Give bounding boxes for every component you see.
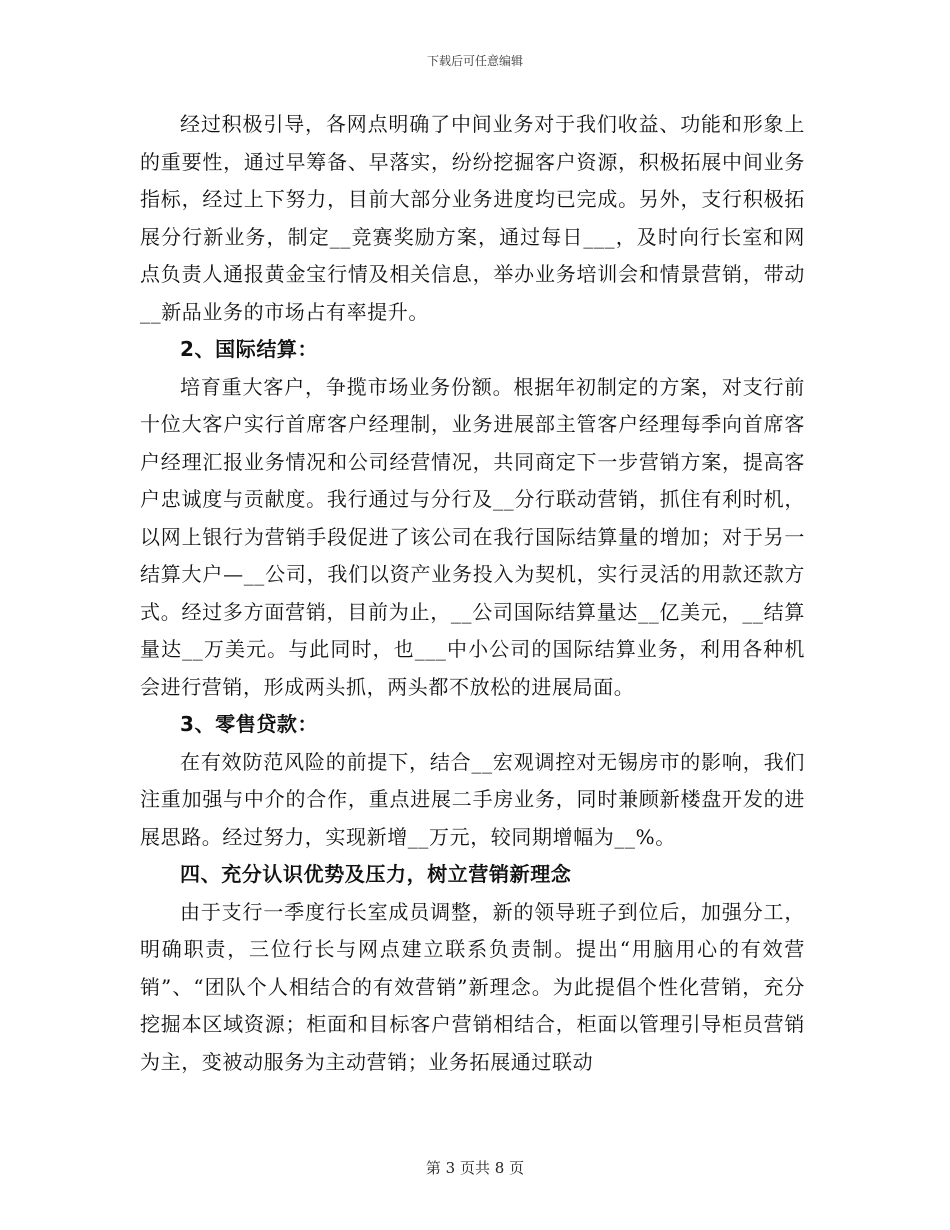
paragraph-retail-loans: 在有效防范风险的前提下，结合__宏观调控对无锡房市的影响，我们注重加强与中介的合作，重点进展二手房业务，同时兼顾新楼盘开发的进展思路。经过努力，实现新增__万元，较同期增幅为__%。	[140, 749, 805, 849]
paragraph-intermediate-business: 经过积极引导，各网点明确了中间业务对于我们收益、功能和形象上的重要性，通过早筹备、早落实，纷纷挖掘客户资源，积极拓展中间业务指标，经过上下努力，目前大部分业务进度均已完成。另外，支行积极拓展分行新业务，制定__竞赛奖励方案，通过每日___，及时向行长室和网点负责人通报黄金宝行情及相关信息，举办业务培训会和情景营销，带动__新品业务的市场占有率提升。	[140, 112, 805, 324]
page-footer: 第 3 页共 8 页	[425, 1159, 525, 1177]
section-heading-retail-loans: 3、零售贷款：	[180, 712, 319, 736]
page-header: 下载后可任意编辑	[426, 54, 523, 68]
section-heading-marketing-concept: 四、充分认识优势及压力，树立营销新理念	[180, 862, 572, 886]
paragraph-international-settlement: 培育重大客户，争揽市场业务份额。根据年初制定的方案，对支行前十位大客户实行首席客户经理制，业务进展部主管客户经理每季向首席客户经理汇报业务情况和公司经营情况，共同商定下一步营销方案，提高客户忠诚度与贡献度。我行通过与分行及__分行联动营销，抓住有利时机，以网上银行为营销手段促进了该公司在我行国际结算量的增加；对于另一结算大户—__公司，我们以资产业务投入为契机，实行灵活的用款还款方式。经过多方面营销，目前为止，__公司国际结算量达__亿美元，__结算量达__万美元。与此同时，也___中小公司的国际结算业务，利用各种机会进行营销，形成两头抓，两头都不放松的进展局面。	[140, 374, 805, 699]
section-heading-international-settlement: 2、国际结算：	[180, 337, 319, 361]
document-body	[140, 106, 805, 1081]
paragraph-marketing-concept: 由于支行一季度行长室成员调整，新的领导班子到位后，加强分工，明确职责，三位行长与网点建立联系负责制。提出“用脑用心的有效营销”、“团队个人相结合的有效营销”新理念。为此提倡个性化营销，充分挖掘本区域资源；柜面和目标客户营销相结合，柜面以管理引导柜员营销为主，变被动服务为主动营销；业务拓展通过联动	[140, 899, 805, 1074]
